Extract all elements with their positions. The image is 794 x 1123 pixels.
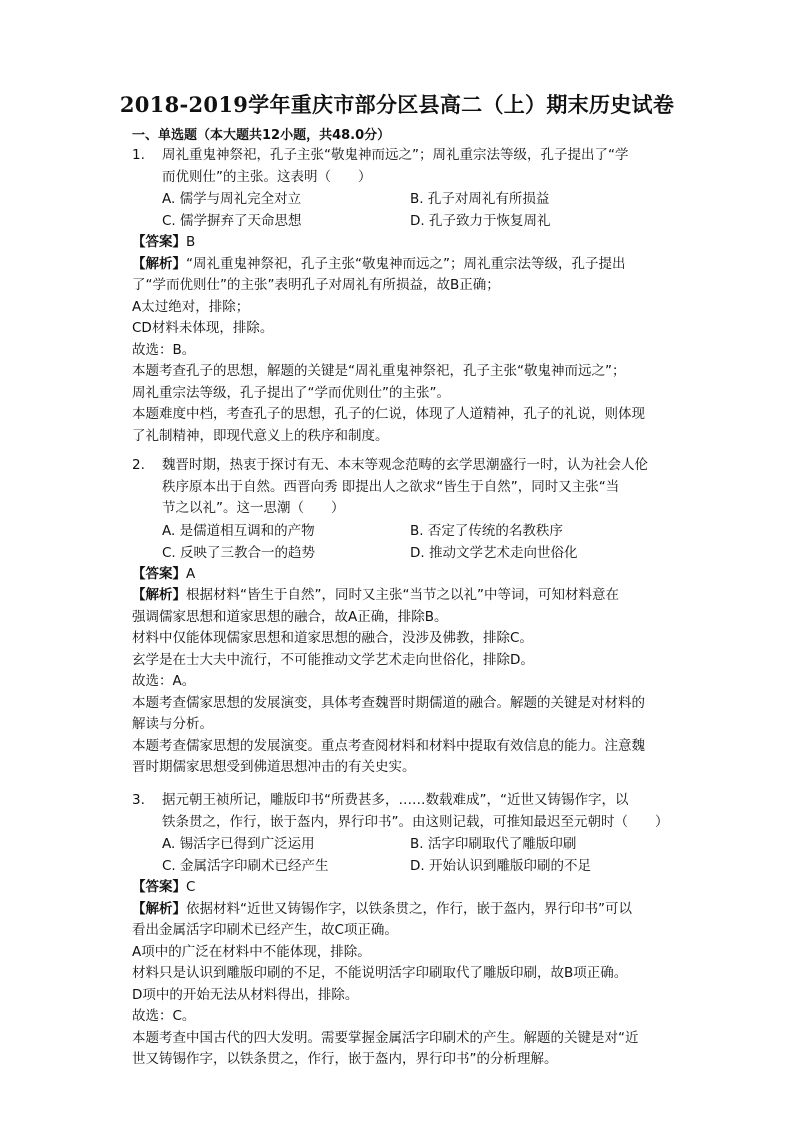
question-1: [132, 145, 672, 447]
options: [162, 188, 672, 232]
stem-line: 而优则仕”的主张。这表明（ ）: [162, 168, 372, 185]
analysis-line: 本题考查中国古代的四大发明。需要掌握金属活字印刷术的产生。解题的关键是对“近: [132, 1029, 639, 1046]
analysis-line: 本题考查儒家思想的发展演变。重点考查阅材料和材料中提取有效信息的能力。注意魏: [132, 737, 645, 754]
stem-line: 节之以礼”。这一思潮（ ）: [162, 500, 345, 516]
answer-line: [132, 877, 672, 899]
analysis-line: 本题考查儒家思想的发展演变，具体考查魏晋时期儒道的融合。解题的关键是对材料的: [132, 694, 645, 711]
stem-line: 铁条贯之，作行，嵌于盔内，界行印书”。由这则记载，可推知最迟至元朝时（ ）: [162, 813, 669, 830]
option-a: A. 儒学与周礼完全对立: [162, 191, 302, 207]
section-heading: 一、单选题（本大题共12小题，共48.0分）: [132, 128, 391, 143]
analysis-text: 根据材料“皆生于自然”，同时又主张“当节之以礼”中等词，可知材料意在: [186, 587, 619, 603]
options: [162, 520, 672, 564]
answer-tag: 【答案】: [132, 565, 186, 582]
option-d: D. 孔子致力于恢复周礼: [410, 213, 551, 229]
option-d: D. 推动文学艺术走向世俗化: [410, 544, 578, 561]
analysis-tag: 【解析】: [132, 900, 186, 917]
option-c: C. 儒学摒弃了天命思想: [162, 213, 302, 229]
option-b: B. 否定了传统的名教秩序: [410, 522, 563, 539]
analysis-line: 强调儒家思想和道家思想的融合，故A正确，排除B。: [132, 608, 448, 625]
analysis-line: [132, 254, 672, 276]
stem-line: 周礼重鬼神祭祀，孔子主张“敬鬼神而远之”；周礼重宗法等级，孔子提出了“学: [162, 147, 629, 163]
analysis-line: 材料中仅能体现儒家思想和道家思想的融合，没涉及佛教，排除C。: [132, 630, 533, 646]
analysis-line: 本题难度中档，考查孔子的思想，孔子的仁说，体现了人道精神，孔子的礼说，则体现: [132, 406, 645, 422]
analysis-line: CD材料未体现，排除。: [132, 320, 274, 336]
options: [162, 833, 672, 877]
analysis-line: [132, 585, 672, 607]
question-stem: [132, 790, 672, 833]
analysis-line: 了“学而优则仕”的主张”表明孔子对周礼有所损益，故B正确；: [132, 277, 500, 293]
analysis-line: [132, 899, 672, 921]
option-c: C. 反映了三教合一的趋势: [162, 544, 316, 561]
analysis-line: 晋时期儒家思想受到佛道思想冲击的有关史实。: [132, 759, 416, 775]
analysis-text: 依据材料“近世又铸锡作字，以铁条贯之，作行，嵌于盔内，界行印书”可以: [186, 900, 632, 917]
question-number: 3.: [132, 792, 145, 808]
question-number: 1.: [132, 147, 145, 163]
analysis-line: 故选：A。: [132, 673, 196, 689]
answer-line: [132, 232, 672, 254]
question-number: 2.: [132, 457, 145, 473]
answer-tag: 【答案】: [132, 234, 186, 250]
option-b: B. 孔子对周礼有所损益: [410, 191, 550, 207]
option-a: A. 是儒道相互调和的产物: [162, 522, 315, 539]
question-stem: [132, 455, 672, 520]
analysis-line: A太过绝对，排除；: [132, 298, 250, 315]
analysis-line: 玄学是在士大夫中流行，不可能推动文学艺术走向世俗化，排除D。: [132, 651, 534, 668]
analysis-text: “周礼重鬼神祭祀，孔子主张“敬鬼神而远之”；周礼重宗法等级，孔子提出: [186, 255, 626, 272]
question-stem: [132, 145, 672, 188]
option-a: A. 锡活字已得到广泛运用: [162, 836, 315, 852]
question-3: [132, 790, 672, 1071]
analysis-line: 故选：C。: [132, 1008, 196, 1024]
analysis-line: D项中的开始无法从材料得出，排除。: [132, 986, 359, 1003]
stem-line: 魏晋时期，热衷于探讨有无、本末等观念范畴的玄学思潮盛行一时，认为社会人伦: [162, 457, 648, 473]
stem-line: 据元朝王祯所记，雕版印书“所费甚多，……数载难成”，“近世又铸锡作字，以: [162, 792, 629, 808]
analysis-tag: 【解析】: [132, 587, 186, 603]
page-title: 2018-2019学年重庆市部分区县高二（上）期末历史试卷: [119, 92, 675, 117]
stem-line: 秩序原本出于自然。西晋向秀 即提出人之欲求“皆生于自然”，同时又主张“当: [162, 478, 620, 495]
answer-value: B: [186, 234, 196, 250]
answer-value: A: [186, 565, 196, 582]
option-d: D. 开始认识到雕版印刷的不足: [410, 858, 591, 874]
analysis-line: 了礼制精神，即现代意义上的秩序和制度。: [132, 427, 389, 444]
analysis-line: 世又铸锡作字，以铁条贯之，作行，嵌于盔内，界行印书”的分析理解。: [132, 1051, 558, 1067]
analysis-line: 看出金属活字印刷术已经产生，故C项正确。: [132, 922, 398, 938]
answer-line: [132, 564, 672, 586]
answer-value: C: [186, 879, 196, 895]
analysis-line: A项中的广泛在材料中不能体现，排除。: [132, 943, 371, 960]
analysis-line: 材料只是认识到雕版印刷的不足，不能说明活字印刷取代了雕版印刷，故B项正确。: [132, 965, 628, 981]
question-2: [132, 455, 672, 779]
option-c: C. 金属活字印刷术已经产生: [162, 858, 329, 874]
answer-tag: 【答案】: [132, 879, 186, 895]
analysis-line: 周礼重宗法等级，孔子提出了“学而优则仕”的主张”。: [132, 384, 450, 401]
analysis-line: 解读与分析。: [132, 716, 213, 732]
option-b: B. 活字印刷取代了雕版印刷: [410, 836, 577, 852]
analysis-line: 本题考查孔子的思想，解题的关键是“周礼重鬼神祭祀，孔子主张“敬鬼神而远之”；: [132, 363, 626, 379]
analysis-tag: 【解析】: [132, 255, 186, 272]
analysis-line: 故选：B。: [132, 341, 196, 358]
